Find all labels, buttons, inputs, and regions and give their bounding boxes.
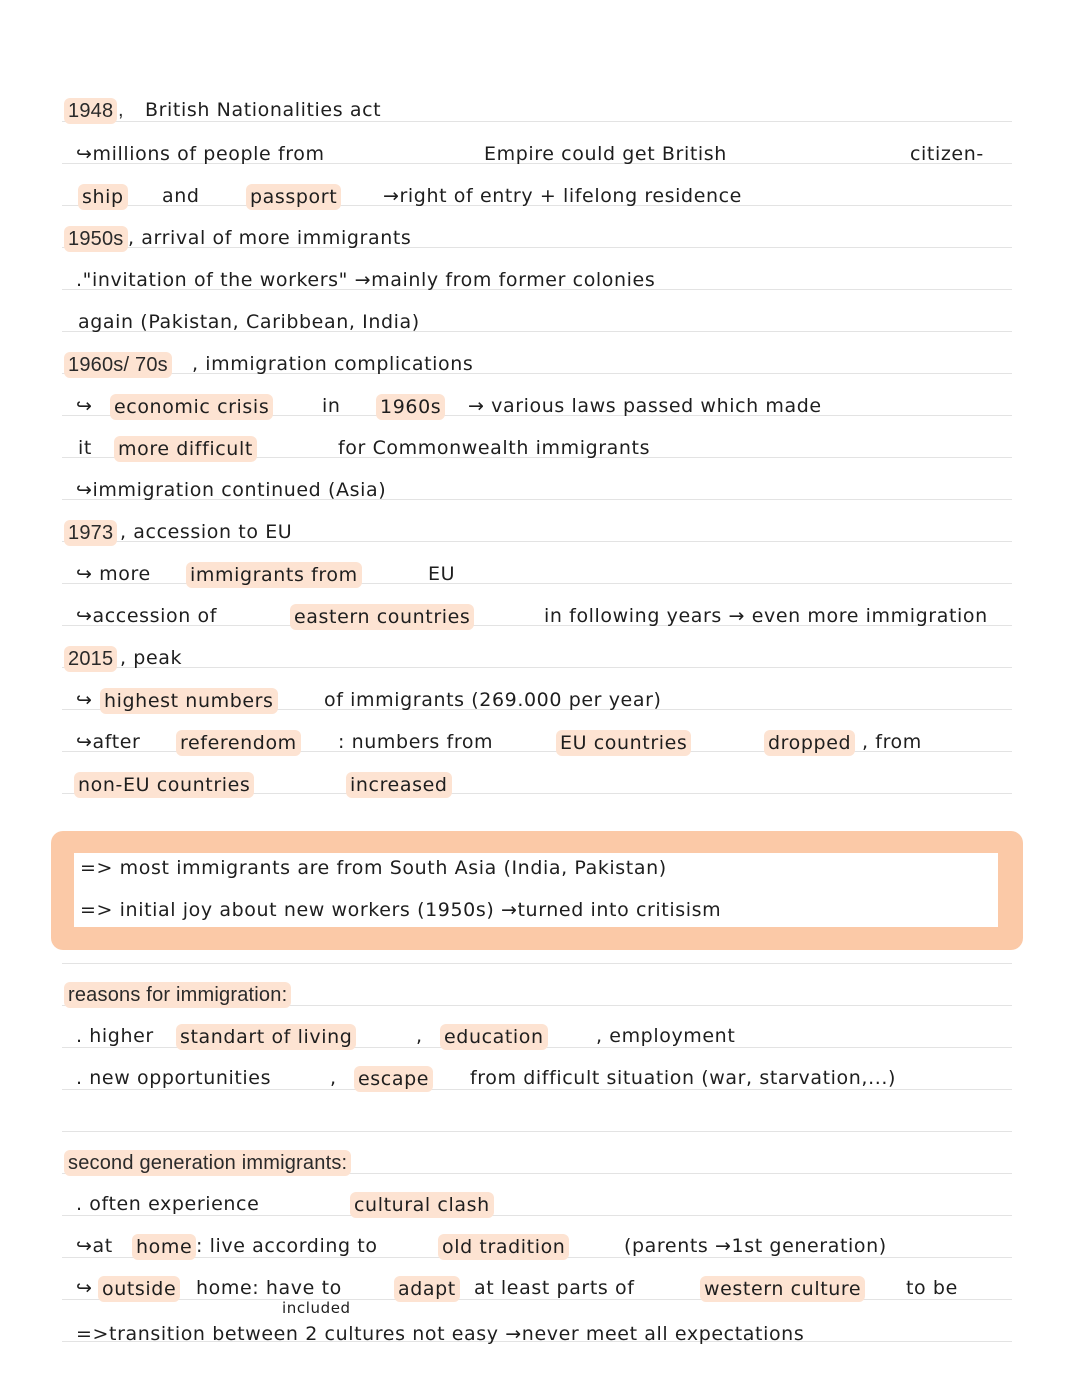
note-text: =>transition between 2 cultures not easy →never meet all expectations: [76, 1323, 805, 1345]
highlighted-text: dropped: [764, 730, 855, 756]
note-text: => initial joy about new workers (1950s) →turned into critisism: [80, 899, 722, 921]
note-text: →right of entry + lifelong residence: [383, 185, 742, 207]
highlighted-text: 1948: [64, 98, 117, 124]
note-line: [0, 98, 1080, 128]
note-text: ↪accession of: [76, 605, 218, 627]
highlighted-text: 1950s: [64, 226, 128, 252]
note-line: [0, 982, 1080, 1012]
note-line: [0, 478, 1080, 508]
highlighted-text: 1960s/ 70s: [64, 352, 172, 378]
note-text: it: [78, 437, 92, 459]
highlighted-text: EU countries: [556, 730, 691, 756]
note-text: EU: [428, 563, 456, 585]
note-text: and: [162, 185, 200, 207]
note-text: ,: [416, 1025, 423, 1047]
highlighted-text: adapt: [394, 1276, 460, 1302]
note-line: [0, 1322, 1080, 1352]
note-text: , peak: [120, 647, 183, 669]
note-text: , employment: [596, 1025, 736, 1047]
highlighted-text: escape: [354, 1066, 433, 1092]
note-text: citizen-: [910, 143, 984, 165]
note-text: again (Pakistan, Caribbean, India): [78, 311, 420, 333]
note-text: included: [282, 1299, 351, 1317]
highlighted-text: 2015: [64, 646, 117, 672]
note-text: : live according to: [196, 1235, 378, 1257]
note-text: Empire could get British: [484, 143, 727, 165]
note-text: in following years → even more immigration: [544, 605, 988, 627]
note-text: in: [322, 395, 341, 417]
highlighted-text: economic crisis: [110, 394, 273, 420]
note-line: [0, 1024, 1080, 1054]
note-line: [0, 1192, 1080, 1222]
highlighted-text: outside: [98, 1276, 180, 1302]
highlighted-text: highest numbers: [100, 688, 278, 714]
note-line: [0, 394, 1080, 424]
note-line: [0, 184, 1080, 214]
highlighted-text: ship: [78, 184, 128, 210]
highlighted-text: standart of living: [176, 1024, 356, 1050]
note-line: [0, 142, 1080, 172]
highlighted-text: reasons for immigration:: [64, 982, 291, 1008]
note-text: British Nationalities act: [145, 99, 382, 121]
note-text: : numbers from: [338, 731, 494, 753]
note-text: to be: [906, 1277, 958, 1299]
highlighted-text: eastern countries: [290, 604, 474, 630]
note-text: => most immigrants are from South Asia (India, Pakistan): [80, 857, 667, 879]
note-text: , arrival of more immigrants: [128, 227, 412, 249]
note-text: (parents →1st generation): [624, 1235, 887, 1257]
highlighted-text: passport: [246, 184, 341, 210]
note-text: ↪after: [76, 731, 141, 753]
note-text: , from: [862, 731, 922, 753]
note-text: , accession to EU: [120, 521, 293, 543]
note-text: home: have to: [196, 1277, 342, 1299]
highlighted-text: old tradition: [438, 1234, 569, 1260]
note-line: [0, 520, 1080, 550]
highlighted-text: second generation immigrants:: [64, 1150, 351, 1176]
note-text: ↪ more: [76, 563, 151, 585]
note-line: [0, 646, 1080, 676]
highlighted-text: more difficult: [114, 436, 257, 462]
note-text: . often experience: [76, 1193, 260, 1215]
note-line: [0, 226, 1080, 256]
note-line: [0, 310, 1080, 340]
note-text: at least parts of: [474, 1277, 635, 1299]
highlighted-text: cultural clash: [350, 1192, 494, 1218]
highlighted-text: increased: [346, 772, 452, 798]
note-text: → various laws passed which made: [468, 395, 822, 417]
note-text: ↪: [76, 395, 93, 417]
note-line: [0, 604, 1080, 634]
note-text: ↪immigration continued (Asia): [76, 479, 387, 501]
note-line: [0, 1150, 1080, 1180]
highlighted-text: 1960s: [376, 394, 445, 420]
note-text: . higher: [76, 1025, 154, 1047]
highlighted-text: 1973: [64, 520, 117, 546]
note-text: ,: [330, 1067, 337, 1089]
note-line: [0, 562, 1080, 592]
note-text: ↪at: [76, 1235, 113, 1257]
highlighted-text: education: [440, 1024, 548, 1050]
note-text: for Commonwealth immigrants: [338, 437, 651, 459]
ruled-line: [62, 963, 1012, 964]
highlighted-text: home: [132, 1234, 196, 1260]
note-text: of immigrants (269.000 per year): [324, 689, 662, 711]
note-line: [0, 688, 1080, 718]
note-text: , immigration complications: [192, 353, 474, 375]
note-line: [0, 352, 1080, 382]
highlighted-text: western culture: [700, 1276, 865, 1302]
note-line: [0, 436, 1080, 466]
note-line: [0, 1066, 1080, 1096]
note-text: ↪millions of people from: [76, 143, 325, 165]
note-text: . new opportunities: [76, 1067, 272, 1089]
note-line: [0, 856, 1080, 886]
note-text: ↪: [76, 689, 93, 711]
highlighted-text: non-EU countries: [74, 772, 254, 798]
note-line: [0, 268, 1080, 298]
note-text: from difficult situation (war, starvation,...): [470, 1067, 896, 1089]
ruled-line: [62, 1131, 1012, 1132]
note-line: [0, 1234, 1080, 1264]
highlighted-text: referendom: [176, 730, 301, 756]
note-text: ."invitation of the workers" →mainly from former colonies: [76, 269, 656, 291]
highlighted-text: immigrants from: [186, 562, 362, 588]
note-line: [0, 898, 1080, 928]
note-line: [0, 772, 1080, 802]
note-text: ↪: [76, 1277, 93, 1299]
note-line: [0, 730, 1080, 760]
note-text: ,: [118, 99, 124, 121]
